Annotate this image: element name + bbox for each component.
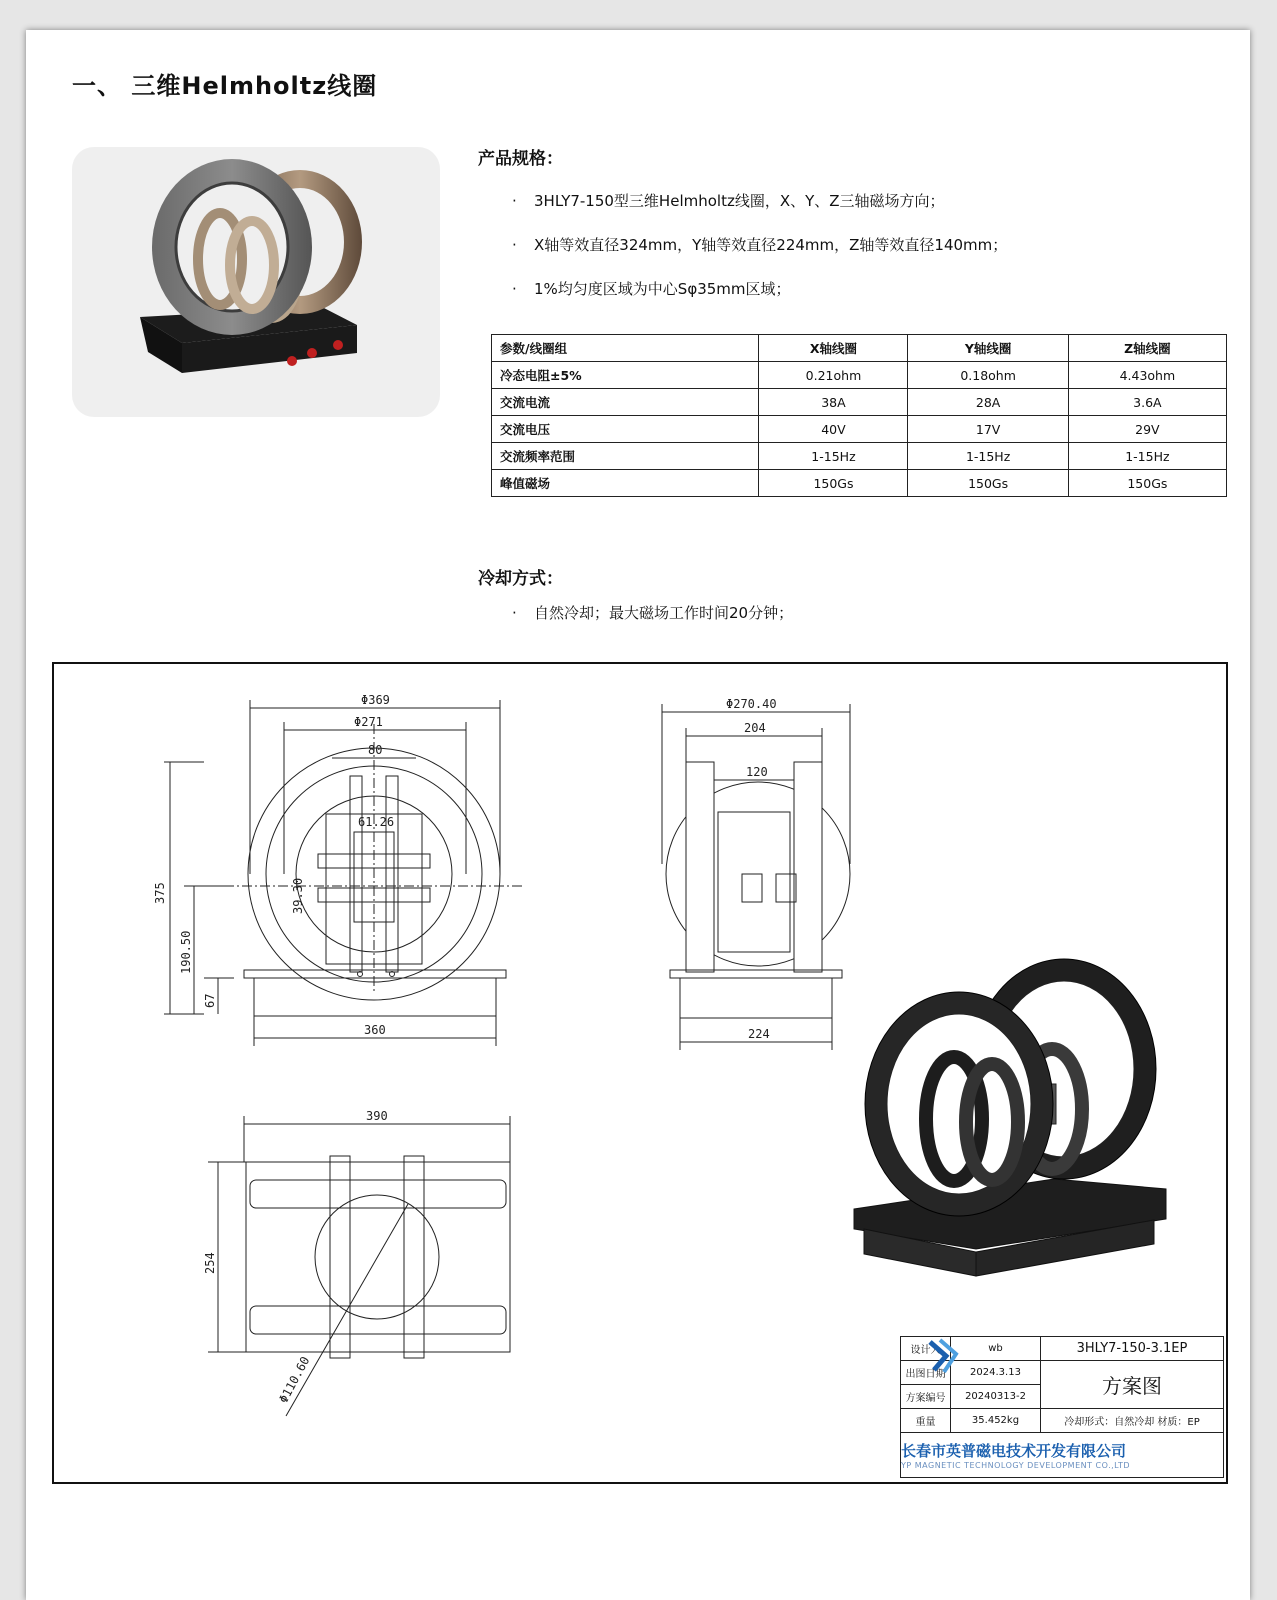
dim-375: 375 — [153, 882, 167, 904]
table-cell: 交流电压 — [492, 416, 759, 443]
table-header: X轴线圈 — [759, 335, 908, 362]
table-cell: 17V — [908, 416, 1068, 443]
side-view — [662, 704, 850, 1050]
table-row — [492, 470, 1227, 497]
spec-title: 产品规格： — [478, 149, 563, 169]
table-cell: 1-15Hz — [908, 443, 1068, 470]
bullet-symbol: · — [512, 236, 517, 254]
list-item — [512, 602, 793, 623]
plan-number-value: 20240313-2 — [951, 1385, 1041, 1409]
dim-80: 80 — [368, 743, 383, 757]
date-value: 2024.3.13 — [951, 1361, 1041, 1385]
designer-value: wb — [951, 1337, 1041, 1361]
spec-item-2: X轴等效直径324mm，Y轴等效直径224mm，Z轴等效直径140mm； — [534, 236, 1008, 254]
table-row — [492, 389, 1227, 416]
dim-diameter-271: Φ271 — [354, 715, 383, 729]
bullet-symbol: · — [512, 192, 517, 210]
technical-drawing — [52, 662, 1228, 1484]
list-item — [512, 190, 945, 211]
company-logo-icon — [924, 1336, 964, 1376]
dim-224: 224 — [748, 1027, 770, 1041]
table-header: Z轴线圈 — [1068, 335, 1226, 362]
part-number: 3HLY7-150-3.1EP — [1041, 1337, 1224, 1361]
company-banner — [900, 1433, 1224, 1478]
dim-diameter-110-60: Φ110.60 — [276, 1354, 313, 1406]
dim-360: 360 — [364, 1023, 386, 1037]
table-row — [492, 362, 1227, 389]
table-cell: 150Gs — [1068, 470, 1226, 497]
designer-label: 设计人 — [901, 1337, 951, 1361]
cooling-item: 自然冷却；最大磁场工作时间20分钟； — [534, 604, 794, 622]
weight-label: 重量 — [901, 1409, 951, 1433]
section-heading: 一、 三维Helmholtz线圈 — [72, 72, 378, 100]
dim-diameter-270-40: Φ270.40 — [726, 697, 777, 711]
table-cell: 交流电流 — [492, 389, 759, 416]
plan-number-label: 方案编号 — [901, 1385, 951, 1409]
material-note: 冷却形式：自然冷却 材质：EP — [1041, 1409, 1224, 1433]
top-view — [208, 1116, 510, 1416]
table-header: Y轴线圈 — [908, 335, 1068, 362]
table-header-row — [492, 335, 1227, 362]
bullet-symbol: · — [512, 280, 517, 298]
table-cell: 冷态电阻±5% — [492, 362, 759, 389]
dim-390: 390 — [366, 1109, 388, 1123]
list-item — [512, 278, 791, 299]
table-cell: 0.18ohm — [908, 362, 1068, 389]
dim-67: 67 — [203, 993, 217, 1008]
table-cell: 150Gs — [908, 470, 1068, 497]
table-cell: 38A — [759, 389, 908, 416]
document-page — [26, 30, 1250, 1600]
table-cell: 28A — [908, 389, 1068, 416]
table-cell: 峰值磁场 — [492, 470, 759, 497]
table-row — [492, 416, 1227, 443]
table-cell: 150Gs — [759, 470, 908, 497]
drawing-title: 方案图 — [1041, 1361, 1224, 1409]
table-cell: 4.43ohm — [1068, 362, 1226, 389]
date-label: 出图日期 — [901, 1361, 951, 1385]
title-block — [900, 1336, 1224, 1480]
weight-value: 35.452kg — [951, 1409, 1041, 1433]
table-cell: 40V — [759, 416, 908, 443]
spec-item-3: 1%均匀度区域为中心Sφ35mm区域； — [534, 280, 791, 298]
company-name-cn: 长春市英普磁电技术开发有限公司 — [901, 1442, 1127, 1460]
dim-diameter-369: Φ369 — [361, 693, 390, 707]
company-name-en: YP MAGNETIC TECHNOLOGY DEVELOPMENT CO.,LTD — [901, 1461, 1131, 1470]
dim-204: 204 — [744, 721, 766, 735]
front-dimensions — [164, 700, 500, 1046]
table-cell: 交流频率范围 — [492, 443, 759, 470]
bullet-symbol: · — [512, 604, 517, 622]
table-cell: 1-15Hz — [759, 443, 908, 470]
table-cell: 3.6A — [1068, 389, 1226, 416]
cooling-title: 冷却方式： — [478, 569, 563, 589]
isometric-render — [854, 959, 1166, 1276]
table-cell: 1-15Hz — [1068, 443, 1226, 470]
table-row — [492, 443, 1227, 470]
dim-120: 120 — [746, 765, 768, 779]
table-cell: 0.21ohm — [759, 362, 908, 389]
dim-39-30: 39.30 — [291, 877, 305, 914]
dim-254: 254 — [203, 1252, 217, 1274]
list-item — [512, 234, 1007, 255]
front-view — [224, 724, 524, 1016]
spec-item-1: 3HLY7-150型三维Helmholtz线圈，X、Y、Z三轴磁场方向； — [534, 192, 945, 210]
product-photo — [72, 147, 440, 417]
table-header: 参数/线圈组 — [492, 335, 759, 362]
table-cell: 29V — [1068, 416, 1226, 443]
dim-61-26: 61.26 — [358, 815, 395, 829]
dim-190-50: 190.50 — [179, 930, 193, 974]
spec-table — [491, 334, 1227, 497]
